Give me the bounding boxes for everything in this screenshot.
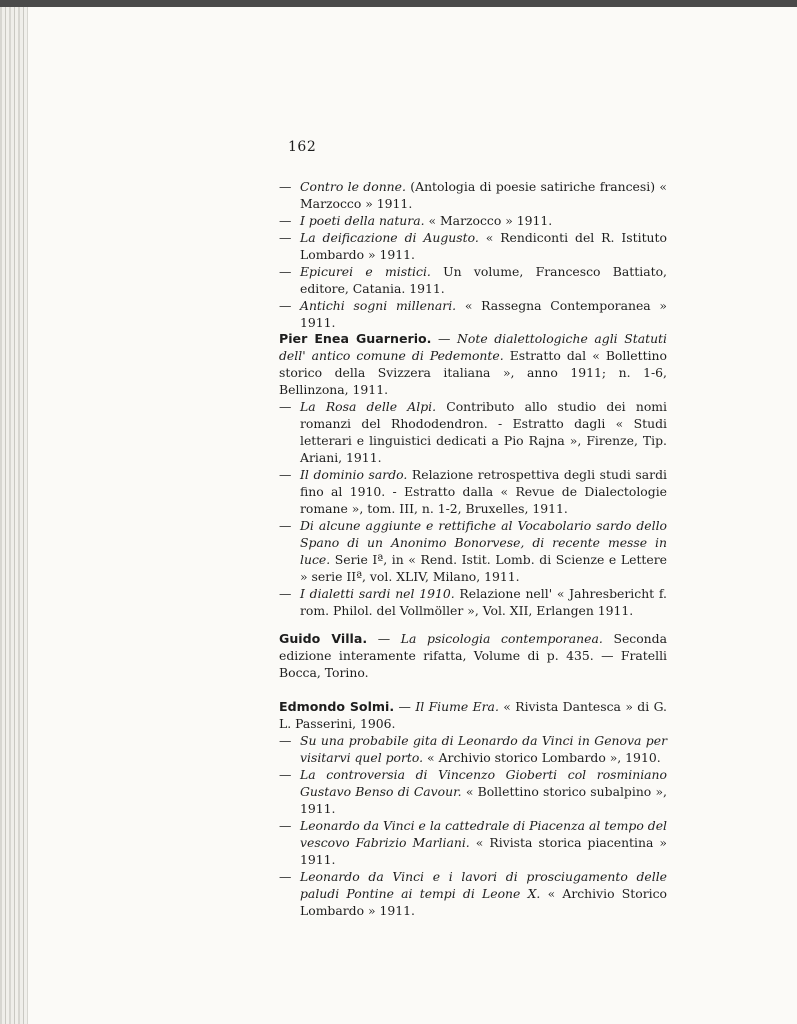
work-details: (Antologia di poesie satiriche francesi) « Marzocco » 1911.: [300, 179, 667, 211]
work-title: Leonardo da Vinci e i lavori di prosciugamento delle paludi Pontine ai tempi di Leone X.: [300, 869, 667, 901]
work-details: « Rivista storica piacentina » 1911.: [300, 835, 667, 867]
work-details: Relazione retrospettiva degli studi sardi fino al 1910. - Estratto dalla « Revue de Dialectologie romane », tom. III, n. 1-2, Bruxelles, 1911.: [300, 467, 667, 516]
work-title: Leonardo da Vinci e la cattedrale di Piacenza al tempo del vescovo Fabrizio Marliani.: [300, 818, 667, 850]
work-details: Un volume, Francesco Battiato, editore, Catania. 1911.: [300, 264, 667, 296]
work-details: « Rivista Dantesca » di G. L. Passerini, 1906.: [279, 699, 667, 731]
work-details: « Rassegna Contemporanea » 1911.: [300, 298, 667, 330]
bibliography-entry: — La deificazione di Augusto. « Rendiconti del R. Istituto Lombardo » 1911.: [279, 230, 667, 262]
bibliography-entry: — Leonardo da Vinci e i lavori di prosciugamento delle paludi Pontine ai tempi di Leone X. « Archivio Storico Lombardo » 1911.: [279, 869, 667, 918]
author-name: Edmondo Solmi.: [279, 699, 395, 714]
work-details: Seconda edizione interamente rifatta, Volume di p. 435. — Fratelli Bocca, Torino.: [279, 631, 667, 680]
bibliography-entry: — La Rosa delle Alpi. Contributo allo studio dei nomi romanzi del Rhododendron. - Estratto dagli « Studi letterari e linguistici dedicati a Pio Rajna », Firenze, Tip. Ariani, 1911.: [279, 399, 668, 465]
work-title: I dialetti sardi nel 1910.: [300, 586, 455, 601]
work-details: « Marzocco » 1911.: [424, 213, 553, 228]
bibliography-block-guarnerio: [279, 330, 667, 619]
author-lead-entry: Edmondo Solmi. — Il Fiume Era. « Rivista Dantesca » di G. L. Passerini, 1906.: [279, 699, 667, 731]
work-details: « Bollettino storico subalpino », 1911.: [300, 784, 667, 816]
work-title: I poeti della natura.: [300, 213, 425, 228]
bibliography-entry: — Leonardo da Vinci e la cattedrale di Piacenza al tempo del vescovo Fabrizio Marliani. « Rivista storica piacentina » 1911.: [279, 818, 667, 867]
bibliography-entry: — Antichi sogni millenari. « Rassegna Contemporanea » 1911.: [279, 298, 667, 330]
page-number: 162: [288, 139, 317, 155]
work-title: Contro le donne.: [300, 179, 406, 194]
work-title: La psicologia contemporanea.: [400, 631, 603, 646]
work-title: Il Fiume Era.: [415, 699, 499, 714]
bibliography-entry: — Contro le donne. (Antologia di poesie satiriche francesi) « Marzocco » 1911.: [279, 179, 667, 211]
bibliography-entry: — Di alcune aggiunte e rettifiche al Vocabolario sardo dello Spano di un Anonimo Bonorvese, di recente messe in luce. Serie Iª, in « Rend. Istit. Lomb. di Scienze e Lettere » serie IIª, vol. XLIV, Milano, 1911.: [279, 518, 667, 584]
work-title: Di alcune aggiunte e rettifiche al Vocabolario sardo dello Spano di un Anonimo Bonorvese, di recente messe in luce.: [300, 518, 667, 567]
work-title: Epicurei e mistici.: [300, 264, 431, 279]
bibliography-entry: — La controversia di Vincenzo Gioberti col rosminiano Gustavo Benso di Cavour. « Bollettino storico subalpino », 1911.: [279, 767, 667, 816]
work-details: « Archivio Storico Lombardo » 1911.: [300, 886, 667, 918]
author-name: Guido Villa.: [279, 631, 368, 646]
work-details: « Archivio storico Lombardo », 1910.: [423, 750, 661, 765]
work-details: Relazione nell' « Jahresbericht f. rom. Philol. del Vollmöller », Vol. XII, Erlangen 1911.: [300, 586, 667, 618]
work-details: « Rendiconti del R. Istituto Lombardo » 1911.: [300, 230, 667, 262]
bibliography-entry: — I dialetti sardi nel 1910. Relazione nell' « Jahresbericht f. rom. Philol. del Vollmöller », Vol. XII, Erlangen 1911.: [279, 586, 667, 618]
bibliography-entry: — Su una probabile gita di Leonardo da Vinci in Genova per visitarvi quel porto. « Archivio storico Lombardo », 1910.: [279, 733, 667, 765]
work-title: Su una probabile gita di Leonardo da Vinci in Genova per visitarvi quel porto.: [300, 733, 667, 765]
work-title: La controversia di Vincenzo Gioberti col rosminiano Gustavo Benso di Cavour.: [300, 767, 667, 799]
work-title: Note dialettologiche agli Statuti dell' antico comune di Pedemonte.: [279, 331, 667, 363]
work-title: Il dominio sardo.: [300, 467, 408, 482]
author-lead-entry: Guido Villa. — La psicologia contemporanea. Seconda edizione interamente rifatta, Volume di p. 435. — Fratelli Bocca, Torino.: [279, 631, 667, 680]
work-details: Serie Iª, in « Rend. Istit. Lomb. di Scienze e Lettere » serie IIª, vol. XLIV, Milano, 1911.: [300, 552, 667, 584]
bibliography-entry: — I poeti della natura. « Marzocco » 1911.: [279, 213, 553, 228]
work-title: La deificazione di Augusto.: [300, 230, 479, 245]
work-details: Contributo allo studio dei nomi romanzi del Rhododendron. - Estratto dagli « Studi letterari e linguistici dedicati a Pio Rajna », Firenze, Tip. Ariani, 1911.: [300, 399, 668, 465]
work-title: Antichi sogni millenari.: [300, 298, 457, 313]
bibliography-block-solmi: [279, 698, 667, 919]
work-title: La Rosa delle Alpi.: [300, 399, 437, 414]
work-details: Estratto dal « Bollettino storico della Svizzera italiana », anno 1911; n. 1-6, Bellinzona, 1911.: [279, 348, 667, 397]
bibliography-entry: — Il dominio sardo. Relazione retrospettiva degli studi sardi fino al 1910. - Estratto dalla « Revue de Dialectologie romane », tom. III, n. 1-2, Bruxelles, 1911.: [279, 467, 667, 516]
scan-binding-edge: [0, 0, 28, 1024]
scan-top-edge: [0, 0, 797, 7]
bibliography-block-villa: [279, 630, 667, 681]
author-lead-entry: Pier Enea Guarnerio. — Note dialettologiche agli Statuti dell' antico comune di Pedemonte. Estratto dal « Bollettino storico della Svizzera italiana », anno 1911; n. 1-6, Bellinzona, 1911.: [279, 331, 667, 397]
bibliography-block-continued: [279, 178, 667, 331]
bibliography-entry: — Epicurei e mistici. Un volume, Francesco Battiato, editore, Catania. 1911.: [279, 264, 667, 296]
author-name: Pier Enea Guarnerio.: [279, 331, 432, 346]
